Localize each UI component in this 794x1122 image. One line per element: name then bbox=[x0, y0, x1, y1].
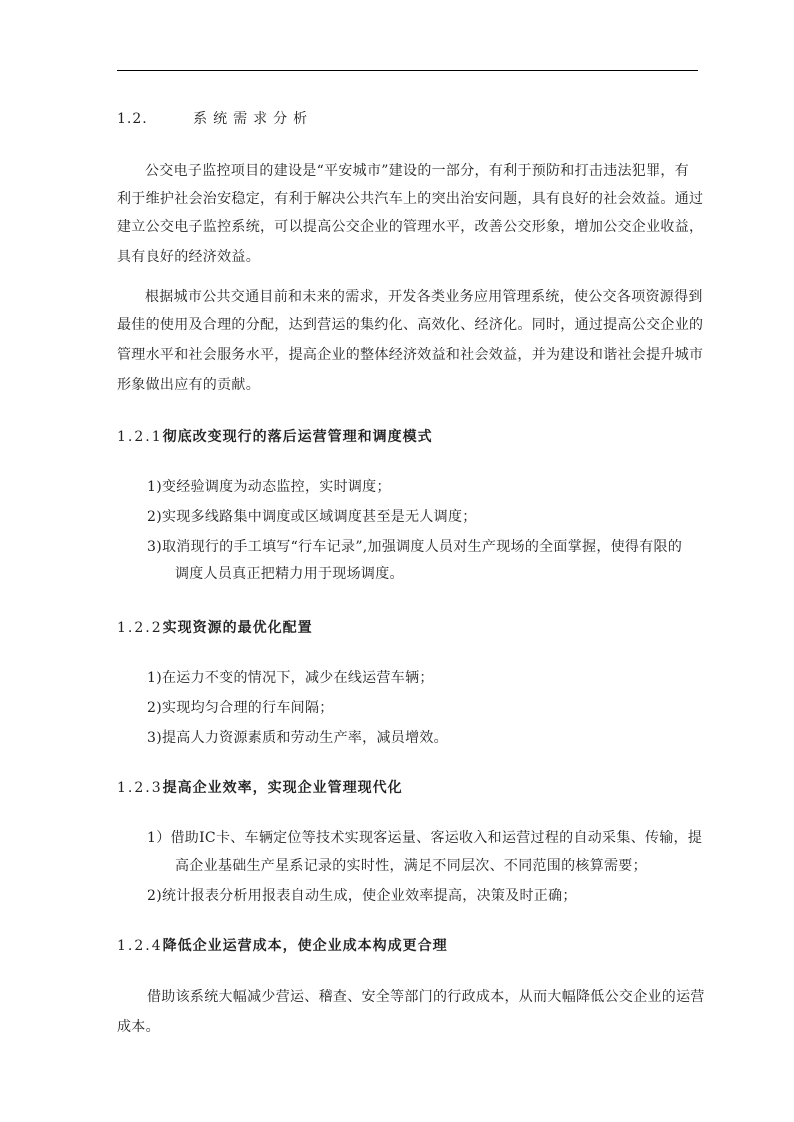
subsection-heading-1-2-3 bbox=[117, 777, 403, 797]
section-title: 系统需求分析 bbox=[193, 111, 314, 127]
header-rule bbox=[117, 70, 698, 71]
list-item: 3)提高人力资源素质和劳动生产率，减员增效。 bbox=[147, 730, 448, 746]
paragraph-line: 公交电子监控项目的建设是“平安城市”建设的一部分，有利于预防和打击违法犯罪，有 bbox=[145, 163, 690, 179]
subsection-heading-1-2-1 bbox=[117, 426, 433, 446]
subsection-title: 提高企业效率，实现企业管理现代化 bbox=[162, 780, 403, 796]
list-item: 2)实现多线路集中调度或区域调度甚至是无人调度； bbox=[147, 509, 477, 525]
list-item: 1)变经验调度为动态监控，实时调度； bbox=[147, 479, 391, 495]
subsection-heading-1-2-4 bbox=[117, 935, 448, 955]
list-item-continuation: 调度人员真正把精力用于现场调度。 bbox=[175, 566, 404, 582]
subsection-number: 1.2.3 bbox=[117, 780, 163, 796]
section-heading bbox=[117, 108, 313, 128]
subsection-heading-1-2-2 bbox=[117, 617, 313, 637]
list-item: 2)统计报表分析用报表自动生成，使企业效率提高，决策及时正确； bbox=[147, 888, 577, 904]
paragraph-line: 借助该系统大幅减少营运、稽查、安全等部门的行政成本，从而大幅降低公交企业的运营 bbox=[147, 989, 705, 1005]
list-item: 3)取消现行的手工填写“行车记录”,加强调度人员对生产现场的全面掌握，使得有限的 bbox=[147, 539, 683, 555]
paragraph-line: 建立公交电子监控系统，可以提高公交企业的管理水平，改善公交形象，增加公交企业收益， bbox=[117, 219, 704, 235]
paragraph-line: 利于维护社会治安稳定，有利于解决公共汽车上的突出治安问题，具有良好的社会效益。通过 bbox=[117, 191, 704, 207]
list-item: 1）借助IC卡、车辆定位等技术实现客运量、客运收入和运营过程的自动采集、传输，提 bbox=[147, 830, 703, 846]
list-item-continuation: 高企业基础生产星系记录的实时性，满足不同层次、不同范围的核算需要； bbox=[175, 858, 647, 874]
paragraph-line: 最佳的使用及合理的分配，达到营运的集约化、高效化、经济化。同时，通过提高公交企业的 bbox=[117, 317, 704, 333]
section-number: 1.2. bbox=[117, 111, 148, 127]
paragraph-line: 成本。 bbox=[117, 1019, 160, 1035]
subsection-number: 1.2.2 bbox=[117, 620, 163, 636]
subsection-number: 1.2.4 bbox=[117, 938, 163, 954]
subsection-title: 降低企业运营成本，使企业成本构成更合理 bbox=[162, 938, 448, 954]
list-item: 1)在运力不变的情况下，减少在线运营车辆； bbox=[147, 670, 434, 686]
list-item: 2)实现均匀合理的行车间隔； bbox=[147, 700, 334, 716]
subsection-title: 实现资源的最优化配置 bbox=[162, 620, 313, 636]
subsection-number: 1.2.1 bbox=[117, 429, 163, 445]
subsection-title: 彻底改变现行的落后运营管理和调度模式 bbox=[162, 429, 433, 445]
paragraph-line: 具有良好的经济效益。 bbox=[117, 249, 260, 265]
paragraph-line: 形象做出应有的贡献。 bbox=[117, 377, 260, 393]
paragraph-line: 管理水平和社会服务水平，提高企业的整体经济效益和社会效益，并为建设和谐社会提升城市 bbox=[117, 347, 704, 363]
paragraph-line: 根据城市公共交通目前和未来的需求，开发各类业务应用管理系统，使公交各项资源得到 bbox=[145, 289, 703, 305]
